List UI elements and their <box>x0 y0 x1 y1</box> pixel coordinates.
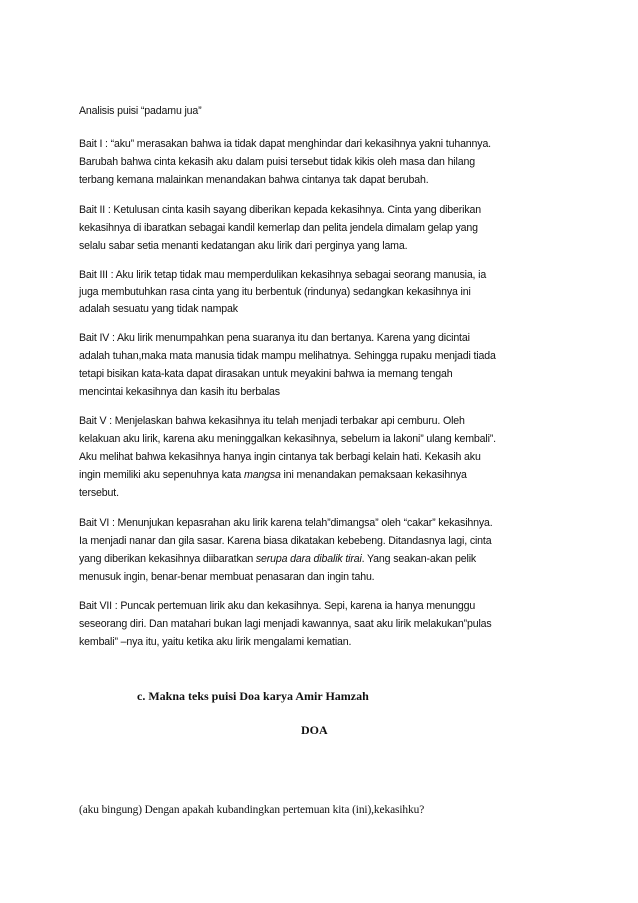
stanza-7-line-2: seseorang diri. Dan matahari bukan lagi menjadi kawannya, saat aku lirik melakukan”pulas <box>79 618 492 630</box>
stanza-2-line-1: Bait II : Ketulusan cinta kasih sayang diberikan kepada kekasihnya. Cinta yang diberikan <box>79 204 481 216</box>
stanza-5-line-1: Bait V : Menjelaskan bahwa kekasihnya itu telah menjadi terbakar api cemburu. Oleh <box>79 415 465 427</box>
stanza-5-line-2: kelakuan aku lirik, karena aku meninggalkan kekasihnya, sebelum ia lakoni” ulang kembali”. <box>79 433 496 445</box>
stanza-4-line-4: mencintai kekasihnya dan kasih itu berbalas <box>79 386 280 398</box>
stanza-6-line-3 <box>79 552 476 566</box>
stanza-2-line-2: kekasihnya di ibaratkan sebagai kandil kemerlap dan pelita jendela dimalam gelap yang <box>79 222 478 234</box>
stanza-1-line-1: Bait I : “aku” merasakan bahwa ia tidak dapat menghindar dari kekasihnya yakni tuhannya. <box>79 138 491 150</box>
stanza-5-italic-word: mangsa <box>243 469 281 481</box>
stanza-4-line-1: Bait IV : Aku lirik menumpahkan pena suaranya itu dan bertanya. Karena yang dicintai <box>79 332 470 344</box>
stanza-7-line-1: Bait VII : Puncak pertemuan lirik aku dan kekasihnya. Sepi, karena ia hanya menunggu <box>79 600 476 612</box>
stanza-6-line-1: Bait VI : Menunjukan kepasrahan aku lirik karena telah”dimangsa” oleh “cakar” kekasihnya. <box>79 517 493 529</box>
stanza-6-line-4: menusuk ingin, benar-benar membuat penasaran dan ingin tahu. <box>79 571 375 583</box>
stanza-6-line-3-post: . Yang seakan-akan pelik <box>361 553 477 565</box>
stanza-6-line-3-pre: yang diberikan kekasihnya diibaratkan <box>79 553 256 565</box>
poem-title: DOA <box>301 723 328 737</box>
stanza-5-line-4 <box>79 468 467 482</box>
stanza-3-line-2: juga membutuhkan rasa cinta yang itu berbentuk (rindunya) sedangkan kekasihnya ini <box>79 286 471 298</box>
section-heading: c. Makna teks puisi Doa karya Amir Hamzah <box>137 689 369 703</box>
stanza-4-line-3: tetapi bisikan kata-kata dapat dirasakan untuk meyakini bahwa ia memang tengah <box>79 368 453 380</box>
stanza-5-line-4-pre: ingin memiliki aku sepenuhnya kata <box>79 469 244 481</box>
stanza-2-line-3: selalu sabar setia menanti kedatangan aku lirik dari perginya yang lama. <box>79 240 408 252</box>
stanza-3-line-3: adalah sesuatu yang tidak nampak <box>79 303 238 315</box>
stanza-1-line-3: terbang kemana malainkan menandakan bahwa cintanya tak dapat berubah. <box>79 174 429 186</box>
poem-first-line: (aku bingung) Dengan apakah kubandingkan pertemuan kita (ini),kekasihku? <box>79 804 425 816</box>
stanza-6-italic-phrase: serupa dara dibalik tirai <box>255 553 362 565</box>
stanza-1-line-2: Barubah bahwa cinta kekasih aku dalam puisi tersebut tidak kikis oleh masa dan hilang <box>79 156 475 168</box>
stanza-7-line-3: kembali” –nya itu, yaitu ketika aku lirik mengalami kematian. <box>79 636 352 648</box>
stanza-6-line-2: Ia menjadi nanar dan gila sasar. Karena biasa dikatakan kebebeng. Ditandasnya lagi, cinta <box>79 535 492 547</box>
stanza-4-line-2: adalah tuhan,maka mata manusia tidak mampu melihatnya. Sehingga rupaku menjadi tiada <box>79 350 496 362</box>
stanza-5-line-4-post: ini menandakan pemaksaan kekasihnya <box>280 469 467 481</box>
stanza-5-line-5: tersebut. <box>79 487 119 499</box>
analysis-heading: Analisis puisi “padamu jua” <box>79 105 202 117</box>
stanza-5-line-3: Aku melihat bahwa kekasihnya hanya ingin cintanya tak berbagi kelain hati. Kekasih aku <box>79 451 481 463</box>
stanza-3-line-1: Bait III : Aku lirik tetap tidak mau memperdulikan kekasihnya sebagai seorang manusia, ia <box>79 269 487 281</box>
